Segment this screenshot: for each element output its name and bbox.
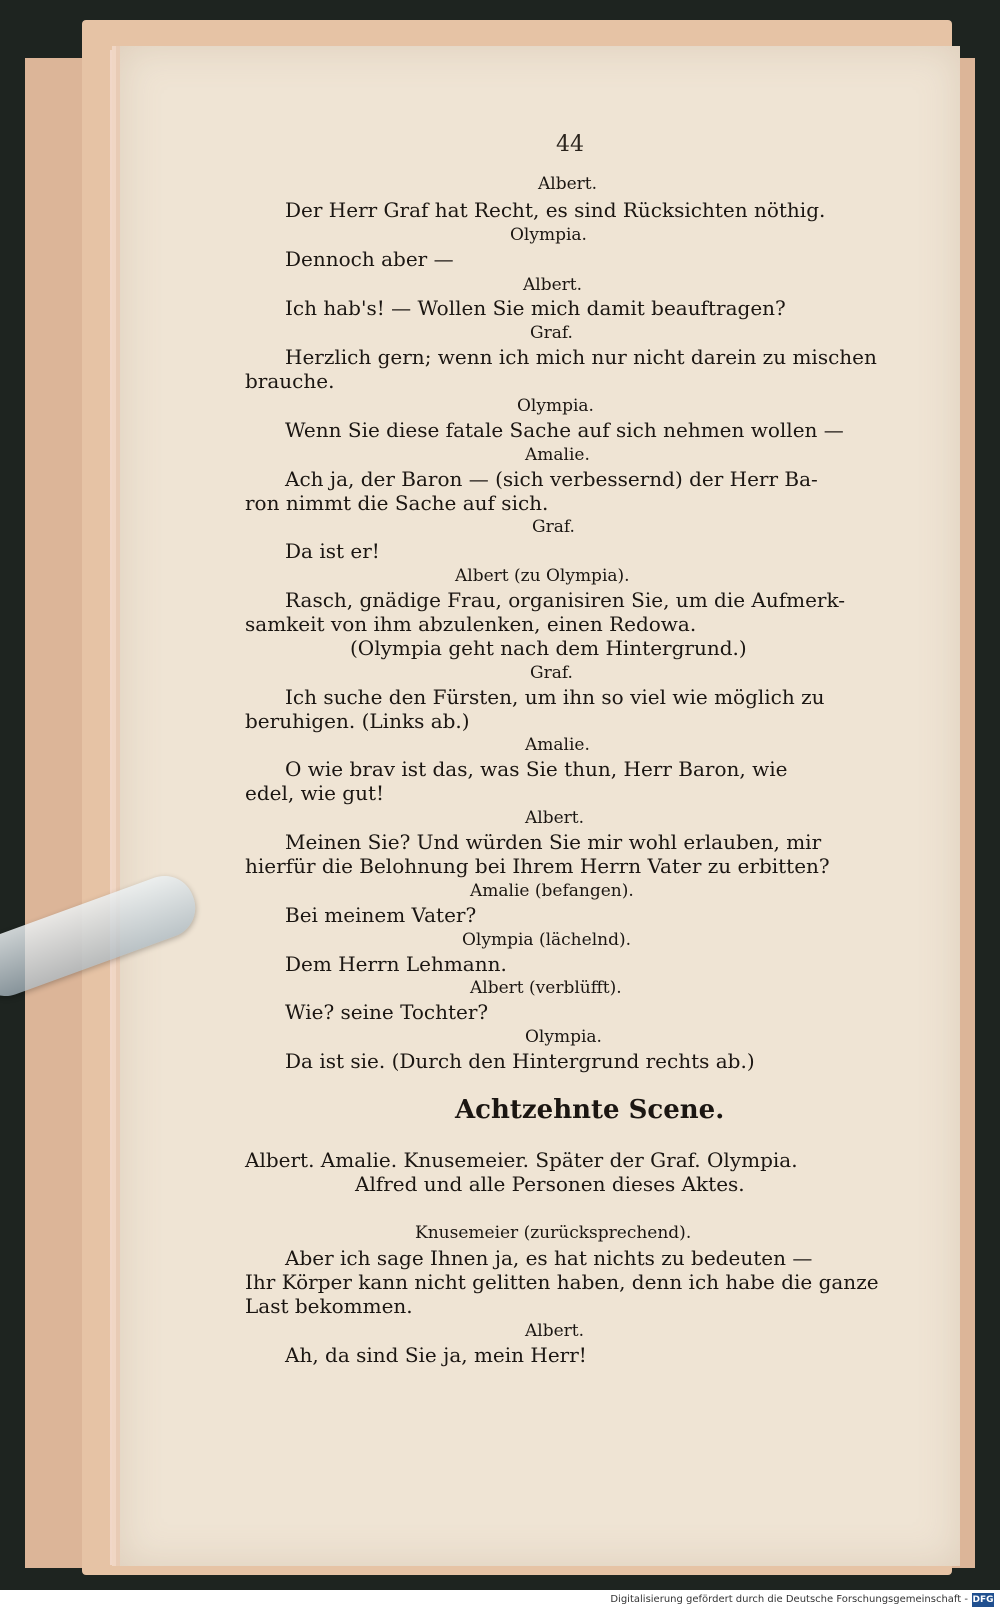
speaker-name: Olympia.: [525, 1027, 602, 1047]
scene-heading: Achtzehnte Scene.: [455, 1095, 725, 1125]
dialogue-line: O wie brav ist das, was Sie thun, Herr Baron, wie: [285, 757, 788, 781]
speaker-name: Olympia (lächelnd).: [462, 930, 631, 950]
speaker-name: Amalie (befangen).: [470, 881, 634, 901]
dialogue-line: Ihr Körper kann nicht gelitten haben, denn ich habe die ganze: [245, 1270, 879, 1294]
dialogue-line: Wenn Sie diese fatale Sache auf sich nehmen wollen —: [285, 418, 844, 442]
speaker-name: Amalie.: [525, 735, 590, 755]
speaker-name: Albert (zu Olympia).: [455, 566, 630, 586]
dialogue-line: brauche.: [245, 369, 335, 393]
dialogue-line: Rasch, gnädige Frau, organisiren Sie, um die Aufmerk-: [285, 588, 846, 612]
dialogue-line: edel, wie gut!: [245, 781, 385, 805]
speaker-name: Olympia.: [517, 396, 594, 416]
dialogue-line: Meinen Sie? Und würden Sie mir wohl erlauben, mir: [285, 830, 822, 854]
speaker-name: Amalie.: [525, 445, 590, 465]
dialogue-line: samkeit von ihm abzulenken, einen Redowa.: [245, 612, 697, 636]
dialogue-line: Ich hab's! — Wollen Sie mich damit beauftragen?: [285, 296, 786, 320]
speaker-name: Albert.: [523, 275, 583, 295]
dialogue-line: Bei meinem Vater?: [285, 903, 477, 927]
dialogue-line: Dem Herrn Lehmann.: [285, 952, 507, 976]
speaker-name: Albert (verblüfft).: [470, 978, 622, 998]
speaker-name: Graf.: [532, 517, 575, 537]
speaker-name: Knusemeier (zurücksprechend).: [415, 1223, 692, 1243]
footer-bar: [0, 1590, 1000, 1612]
dialogue-line: Dennoch aber —: [285, 247, 454, 271]
dialogue-line: Ah, da sind Sie ja, mein Herr!: [285, 1343, 587, 1367]
speaker-name: Graf.: [530, 663, 573, 683]
speaker-name: Olympia.: [510, 225, 587, 245]
page-number: 44: [556, 132, 584, 157]
dialogue-line: beruhigen. (Links ab.): [245, 709, 470, 733]
dialogue-line: Wie? seine Tochter?: [285, 1000, 489, 1024]
stage-direction: (Olympia geht nach dem Hintergrund.): [350, 636, 747, 660]
speaker-name: Graf.: [530, 323, 573, 343]
cast-list: Albert. Amalie. Knusemeier. Später der Graf. Olympia.: [245, 1148, 798, 1172]
dialogue-line: Da ist er!: [285, 539, 380, 563]
dialogue-line: Ich suche den Fürsten, um ihn so viel wie möglich zu: [285, 685, 825, 709]
dialogue-line: Ach ja, der Baron — (sich verbessernd) der Herr Ba-: [285, 467, 818, 491]
cast-list: Alfred und alle Personen dieses Aktes.: [355, 1172, 745, 1196]
speaker-name: Albert.: [538, 174, 598, 194]
speaker-name: Albert.: [525, 808, 585, 828]
dialogue-line: Last bekommen.: [245, 1294, 413, 1318]
dialogue-line: hierfür die Belohnung bei Ihrem Herrn Vater zu erbitten?: [245, 854, 830, 878]
dialogue-line: Aber ich sage Ihnen ja, es hat nichts zu bedeuten —: [285, 1246, 813, 1270]
dialogue-line: ron nimmt die Sache auf sich.: [245, 491, 549, 515]
dialogue-line: Herzlich gern; wenn ich mich nur nicht darein zu mischen: [285, 345, 877, 369]
speaker-name: Albert.: [525, 1321, 585, 1341]
dialogue-line: Da ist sie. (Durch den Hintergrund rechts ab.): [285, 1049, 755, 1073]
footer-credit: Digitalisierung gefördert durch die Deutsche Forschungsgemeinschaft -: [610, 1594, 968, 1605]
dialogue-line: Der Herr Graf hat Recht, es sind Rücksichten nöthig.: [285, 198, 826, 222]
dfg-logo: DFG: [972, 1595, 994, 1605]
